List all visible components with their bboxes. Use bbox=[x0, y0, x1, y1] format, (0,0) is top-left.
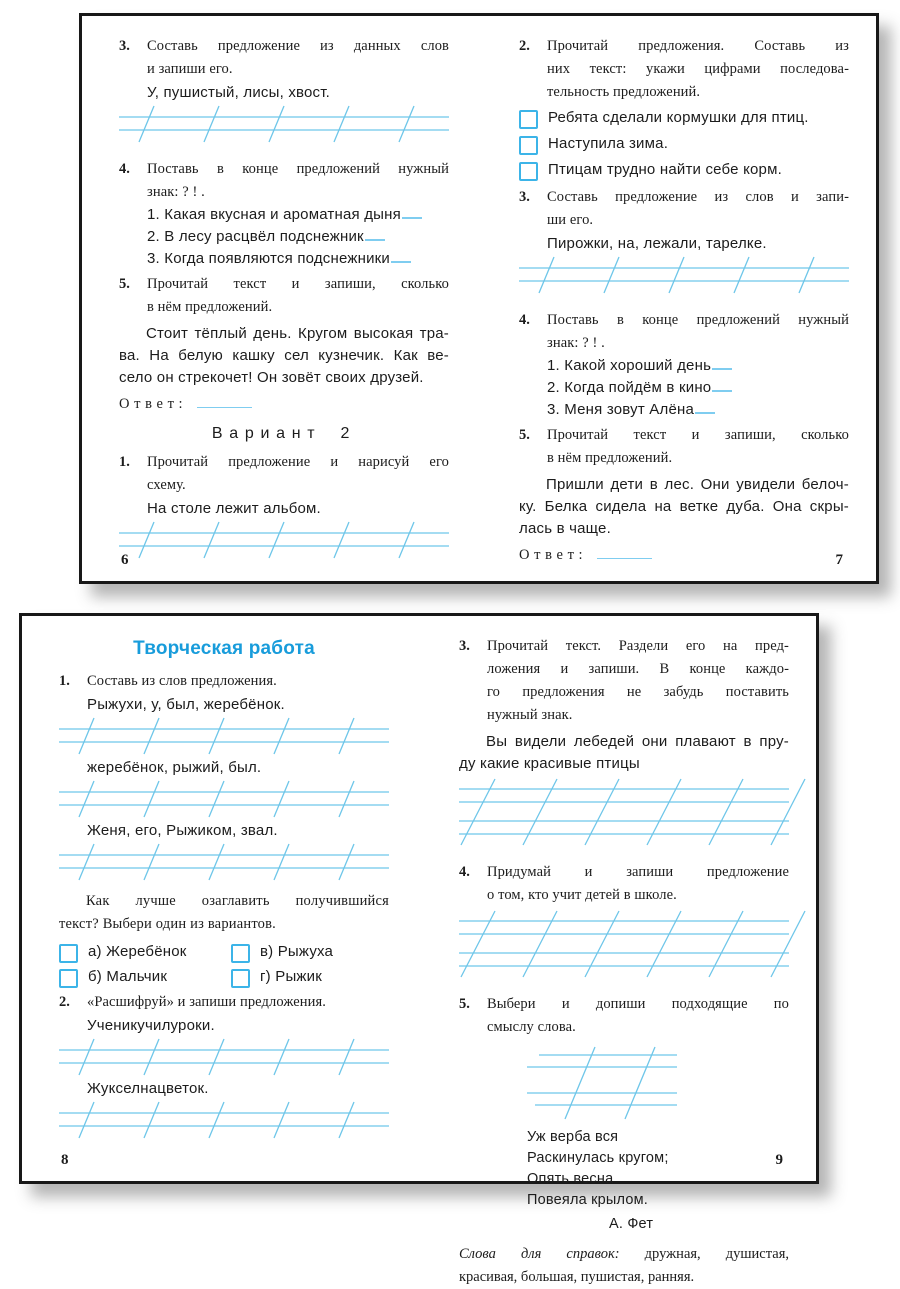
task-instruction bbox=[487, 993, 789, 1039]
material-line: У, пушистый, лисы, хвост. bbox=[147, 84, 331, 101]
instruction-line: Выбери и допиши подходящие по bbox=[487, 996, 789, 1012]
checkbox-option bbox=[231, 967, 389, 988]
task-instruction bbox=[547, 424, 849, 470]
numbered-sentences bbox=[147, 204, 449, 270]
writing-area bbox=[459, 909, 789, 979]
instruction-line: в нём предложений. bbox=[147, 299, 273, 315]
task-item bbox=[519, 35, 849, 104]
task-number: 4. bbox=[119, 161, 130, 177]
writing-area bbox=[59, 1100, 389, 1140]
checkbox-label: Наступила зима. bbox=[548, 135, 669, 152]
page-6-content bbox=[119, 35, 449, 560]
answer-label: Ответ: bbox=[119, 396, 188, 412]
task-item bbox=[459, 861, 789, 907]
task-number: 2. bbox=[519, 38, 530, 54]
instruction-line: го предложения не забудь поставить bbox=[487, 684, 789, 700]
task-number: 1. bbox=[59, 673, 70, 689]
sentence-with-blank bbox=[147, 226, 449, 248]
exercise-words bbox=[87, 1078, 389, 1099]
checkbox-option bbox=[519, 108, 849, 129]
handwriting-lines-tall bbox=[459, 777, 789, 847]
task-item bbox=[459, 993, 789, 1039]
page-7-content bbox=[519, 35, 849, 566]
instruction-line: них текст: укажи цифрами последова- bbox=[547, 61, 849, 77]
reference-lead: Слова для справок: bbox=[459, 1246, 620, 1262]
instruction-line: смыслу слова. bbox=[487, 1019, 576, 1035]
checkbox-option bbox=[231, 942, 389, 963]
task-item bbox=[519, 186, 849, 232]
section-title: Творческая работа bbox=[133, 638, 315, 659]
paragraph-line: Стоит тёплый день. Кругом высокая тра- bbox=[146, 325, 449, 342]
material-line: Рыжухи, у, был, жеребёнок. bbox=[87, 696, 285, 713]
checkbox-icon bbox=[231, 969, 250, 988]
page-8 bbox=[59, 632, 389, 1169]
paragraph-line: ку. Белка сидела на ветке дуба. Она скры- bbox=[519, 498, 849, 515]
material-line: Пирожки, на, лежали, тарелке. bbox=[547, 235, 767, 252]
task-instruction bbox=[487, 861, 789, 907]
checkbox-option bbox=[519, 160, 849, 181]
reference-words-text: дружная, душистая, bbox=[644, 1246, 789, 1262]
text-paragraph bbox=[59, 890, 389, 936]
handwriting-lines bbox=[59, 1100, 389, 1140]
task-item bbox=[59, 991, 389, 1014]
answer-label: Ответ: bbox=[519, 547, 588, 563]
paragraph-line: ва. На белую кашку сел кузнечик. Как ве- bbox=[119, 347, 449, 364]
title-options-grid bbox=[59, 942, 389, 988]
task-item bbox=[119, 35, 449, 81]
sentence-with-blank bbox=[547, 377, 849, 399]
page-number: 8 bbox=[61, 1152, 69, 1168]
handwriting-lines bbox=[59, 1037, 389, 1077]
handwriting-lines bbox=[119, 520, 449, 560]
sentence-text: 1. Какой хороший день bbox=[547, 357, 712, 374]
exercise-words bbox=[87, 694, 389, 715]
sentence-checklist bbox=[519, 108, 849, 181]
instruction-line: нужный знак. bbox=[487, 707, 573, 723]
checkbox-icon bbox=[59, 944, 78, 963]
writing-area bbox=[119, 520, 449, 560]
poem-author: А. Фет bbox=[609, 1216, 654, 1232]
task-instruction bbox=[87, 991, 389, 1014]
text-paragraph bbox=[519, 474, 849, 540]
page-6 bbox=[119, 32, 449, 569]
paragraph-line: Пришли дети в лес. Они увидели белоч- bbox=[546, 476, 849, 493]
sentence-with-blank bbox=[547, 399, 849, 421]
instruction-line: Поставь в конце предложений нужный bbox=[147, 161, 449, 177]
handwriting-lines bbox=[59, 842, 389, 882]
checkbox-label: г) Рыжик bbox=[260, 968, 322, 985]
sentence-with-blank bbox=[547, 355, 849, 377]
task-instruction bbox=[147, 273, 449, 319]
paragraph-line: лась в чаще. bbox=[519, 520, 611, 537]
paragraph-line: село он стрекочет! Он зовёт своих друзей. bbox=[119, 369, 424, 386]
exercise-words bbox=[87, 820, 389, 841]
instruction-line: Составь предложение из данных слов bbox=[147, 38, 449, 54]
writing-area bbox=[459, 777, 789, 847]
task-instruction bbox=[547, 309, 849, 355]
task-instruction bbox=[147, 451, 449, 497]
task-item bbox=[459, 635, 789, 727]
instruction-line: и запиши его. bbox=[147, 61, 233, 77]
instruction-line: Прочитай текст. Раздели его на пред- bbox=[487, 638, 789, 654]
instruction-line: «Расшифруй» и запиши предложения. bbox=[87, 994, 327, 1010]
material-line: Ученикучилуроки. bbox=[87, 1017, 215, 1034]
poem-line: Раскинулась кругом; bbox=[527, 1150, 669, 1166]
instruction-line: тельность предложений. bbox=[547, 84, 701, 100]
instruction-line: в нём предложений. bbox=[547, 450, 673, 466]
sentence-text: 2. Когда пойдём в кино bbox=[547, 379, 712, 396]
instruction-line: Составь предложение из слов и запи- bbox=[547, 189, 849, 205]
checkbox-label: а) Жеребёнок bbox=[88, 943, 187, 960]
material-line: Жукселнацветок. bbox=[87, 1080, 209, 1097]
checkbox-icon bbox=[519, 110, 538, 129]
exercise-words bbox=[147, 498, 449, 519]
paragraph-line: Как лучше озаглавить получившийся bbox=[86, 893, 389, 909]
page-9 bbox=[459, 632, 789, 1285]
checkbox-option bbox=[519, 134, 849, 155]
checkbox-icon bbox=[519, 136, 538, 155]
task-number: 5. bbox=[459, 996, 470, 1012]
writing-area bbox=[59, 842, 389, 882]
punctuation-blank-line bbox=[365, 227, 385, 241]
instruction-line: ложения и запиши. В конце каждо- bbox=[487, 661, 789, 677]
instruction-line: Прочитай текст и запиши, сколько bbox=[147, 276, 449, 292]
sentence-with-blank bbox=[147, 248, 449, 270]
page-number: 6 bbox=[121, 552, 129, 568]
checkbox-option bbox=[59, 942, 231, 963]
checkbox-label: б) Мальчик bbox=[88, 968, 168, 985]
instruction-line: Прочитай предложения. Составь из bbox=[547, 38, 849, 54]
task-instruction bbox=[487, 635, 789, 727]
task-item bbox=[59, 670, 389, 693]
page-number: 7 bbox=[835, 552, 843, 568]
paragraph-line: текст? Выбери один из вариантов. bbox=[59, 916, 276, 932]
task-instruction bbox=[147, 35, 449, 81]
task-number: 2. bbox=[59, 994, 70, 1010]
checkbox-label: в) Рыжуха bbox=[260, 943, 334, 960]
material-line: На столе лежит альбом. bbox=[147, 500, 321, 517]
answer-row bbox=[519, 544, 849, 566]
sentence-text: 3. Когда появляются подснежники bbox=[147, 250, 390, 267]
task-number: 1. bbox=[119, 454, 130, 470]
answer-blank-line bbox=[197, 395, 252, 408]
paragraph-line: Вы видели лебедей они плавают в пру- bbox=[486, 733, 789, 750]
task-item bbox=[519, 309, 849, 355]
handwriting-lines bbox=[119, 104, 449, 144]
poem-line: Повеяла крылом. bbox=[527, 1192, 649, 1208]
paragraph-line: ду какие красивые птицы bbox=[459, 755, 640, 772]
checkbox-icon bbox=[519, 162, 538, 181]
exercise-words bbox=[147, 82, 449, 103]
task-number: 3. bbox=[459, 638, 470, 654]
task-instruction bbox=[147, 158, 449, 204]
writing-area bbox=[59, 716, 389, 756]
punctuation-blank-line bbox=[391, 249, 411, 263]
reference-words bbox=[459, 1243, 789, 1289]
instruction-line: Прочитай текст и запиши, сколько bbox=[547, 427, 849, 443]
page-8-content bbox=[59, 638, 389, 1140]
task-number: 5. bbox=[119, 276, 130, 292]
checkbox-icon bbox=[59, 969, 78, 988]
instruction-line: о том, кто учит детей в школе. bbox=[487, 887, 677, 903]
variant-heading: Вариант 2 bbox=[211, 425, 357, 442]
poem-line: Уж верба вся bbox=[527, 1129, 619, 1145]
writing-area bbox=[59, 779, 389, 819]
task-number: 5. bbox=[519, 427, 530, 443]
handwriting-lines-tall bbox=[459, 909, 789, 979]
text-paragraph bbox=[459, 731, 789, 775]
exercise-words bbox=[547, 233, 849, 254]
instruction-line: знак: ? ! . bbox=[547, 335, 605, 351]
instruction-line: схему. bbox=[147, 477, 186, 493]
handwriting-lines bbox=[519, 255, 849, 295]
task-number: 3. bbox=[119, 38, 130, 54]
task-number: 4. bbox=[459, 864, 470, 880]
handwriting-lines-poem bbox=[527, 1045, 677, 1123]
task-item bbox=[119, 158, 449, 204]
page-number: 9 bbox=[775, 1152, 783, 1168]
page-7 bbox=[519, 32, 849, 569]
reference-first-line bbox=[459, 1243, 789, 1266]
punctuation-blank-line bbox=[712, 378, 732, 392]
task-item bbox=[119, 273, 449, 319]
handwriting-lines bbox=[59, 779, 389, 819]
page-9-content bbox=[459, 635, 789, 1289]
writing-area bbox=[119, 104, 449, 144]
reference-line: красивая, большая, пушистая, ранняя. bbox=[459, 1269, 695, 1285]
sentence-text: 1. Какая вкусная и ароматная дыня bbox=[147, 206, 401, 223]
poem-block bbox=[527, 1045, 789, 1235]
sentence-text: 3. Меня зовут Алёна bbox=[547, 401, 695, 418]
exercise-words bbox=[87, 1015, 389, 1036]
task-item bbox=[519, 424, 849, 470]
instruction-line: Поставь в конце предложений нужный bbox=[547, 312, 849, 328]
sentence-text: 2. В лесу расцвёл подснежник bbox=[147, 228, 364, 245]
material-line: Женя, его, Рыжиком, звал. bbox=[87, 822, 278, 839]
instruction-line: Прочитай предложение и нарисуй его bbox=[147, 454, 449, 470]
checkbox-option bbox=[59, 967, 231, 988]
task-item bbox=[119, 451, 449, 497]
writing-area bbox=[59, 1037, 389, 1077]
checkbox-label: Ребята сделали кормушки для птиц. bbox=[548, 109, 809, 126]
exercise-words bbox=[87, 757, 389, 778]
task-instruction bbox=[87, 670, 389, 693]
material-line: жеребёнок, рыжий, был. bbox=[87, 759, 262, 776]
answer-blank-line bbox=[597, 546, 652, 559]
task-instruction bbox=[547, 35, 849, 104]
punctuation-blank-line bbox=[712, 356, 732, 370]
instruction-line: Придумай и запиши предложение bbox=[487, 864, 789, 880]
punctuation-blank-line bbox=[695, 400, 715, 414]
instruction-line: знак: ? ! . bbox=[147, 184, 205, 200]
text-paragraph bbox=[119, 323, 449, 389]
checkbox-label: Птицам трудно найти себе корм. bbox=[548, 161, 782, 178]
poem-line: Опять весна bbox=[527, 1171, 614, 1187]
answer-row bbox=[119, 393, 449, 415]
handwriting-lines bbox=[59, 716, 389, 756]
instruction-line: ши его. bbox=[547, 212, 594, 228]
numbered-sentences bbox=[547, 355, 849, 421]
checkbox-icon bbox=[231, 944, 250, 963]
instruction-line: Составь из слов предложения. bbox=[87, 673, 277, 689]
spread-pages-8-9 bbox=[19, 613, 819, 1285]
sentence-with-blank bbox=[147, 204, 449, 226]
punctuation-blank-line bbox=[402, 205, 422, 219]
writing-area bbox=[519, 255, 849, 295]
task-instruction bbox=[547, 186, 849, 232]
task-number: 3. bbox=[519, 189, 530, 205]
spread-pages-6-7 bbox=[79, 13, 879, 584]
task-number: 4. bbox=[519, 312, 530, 328]
